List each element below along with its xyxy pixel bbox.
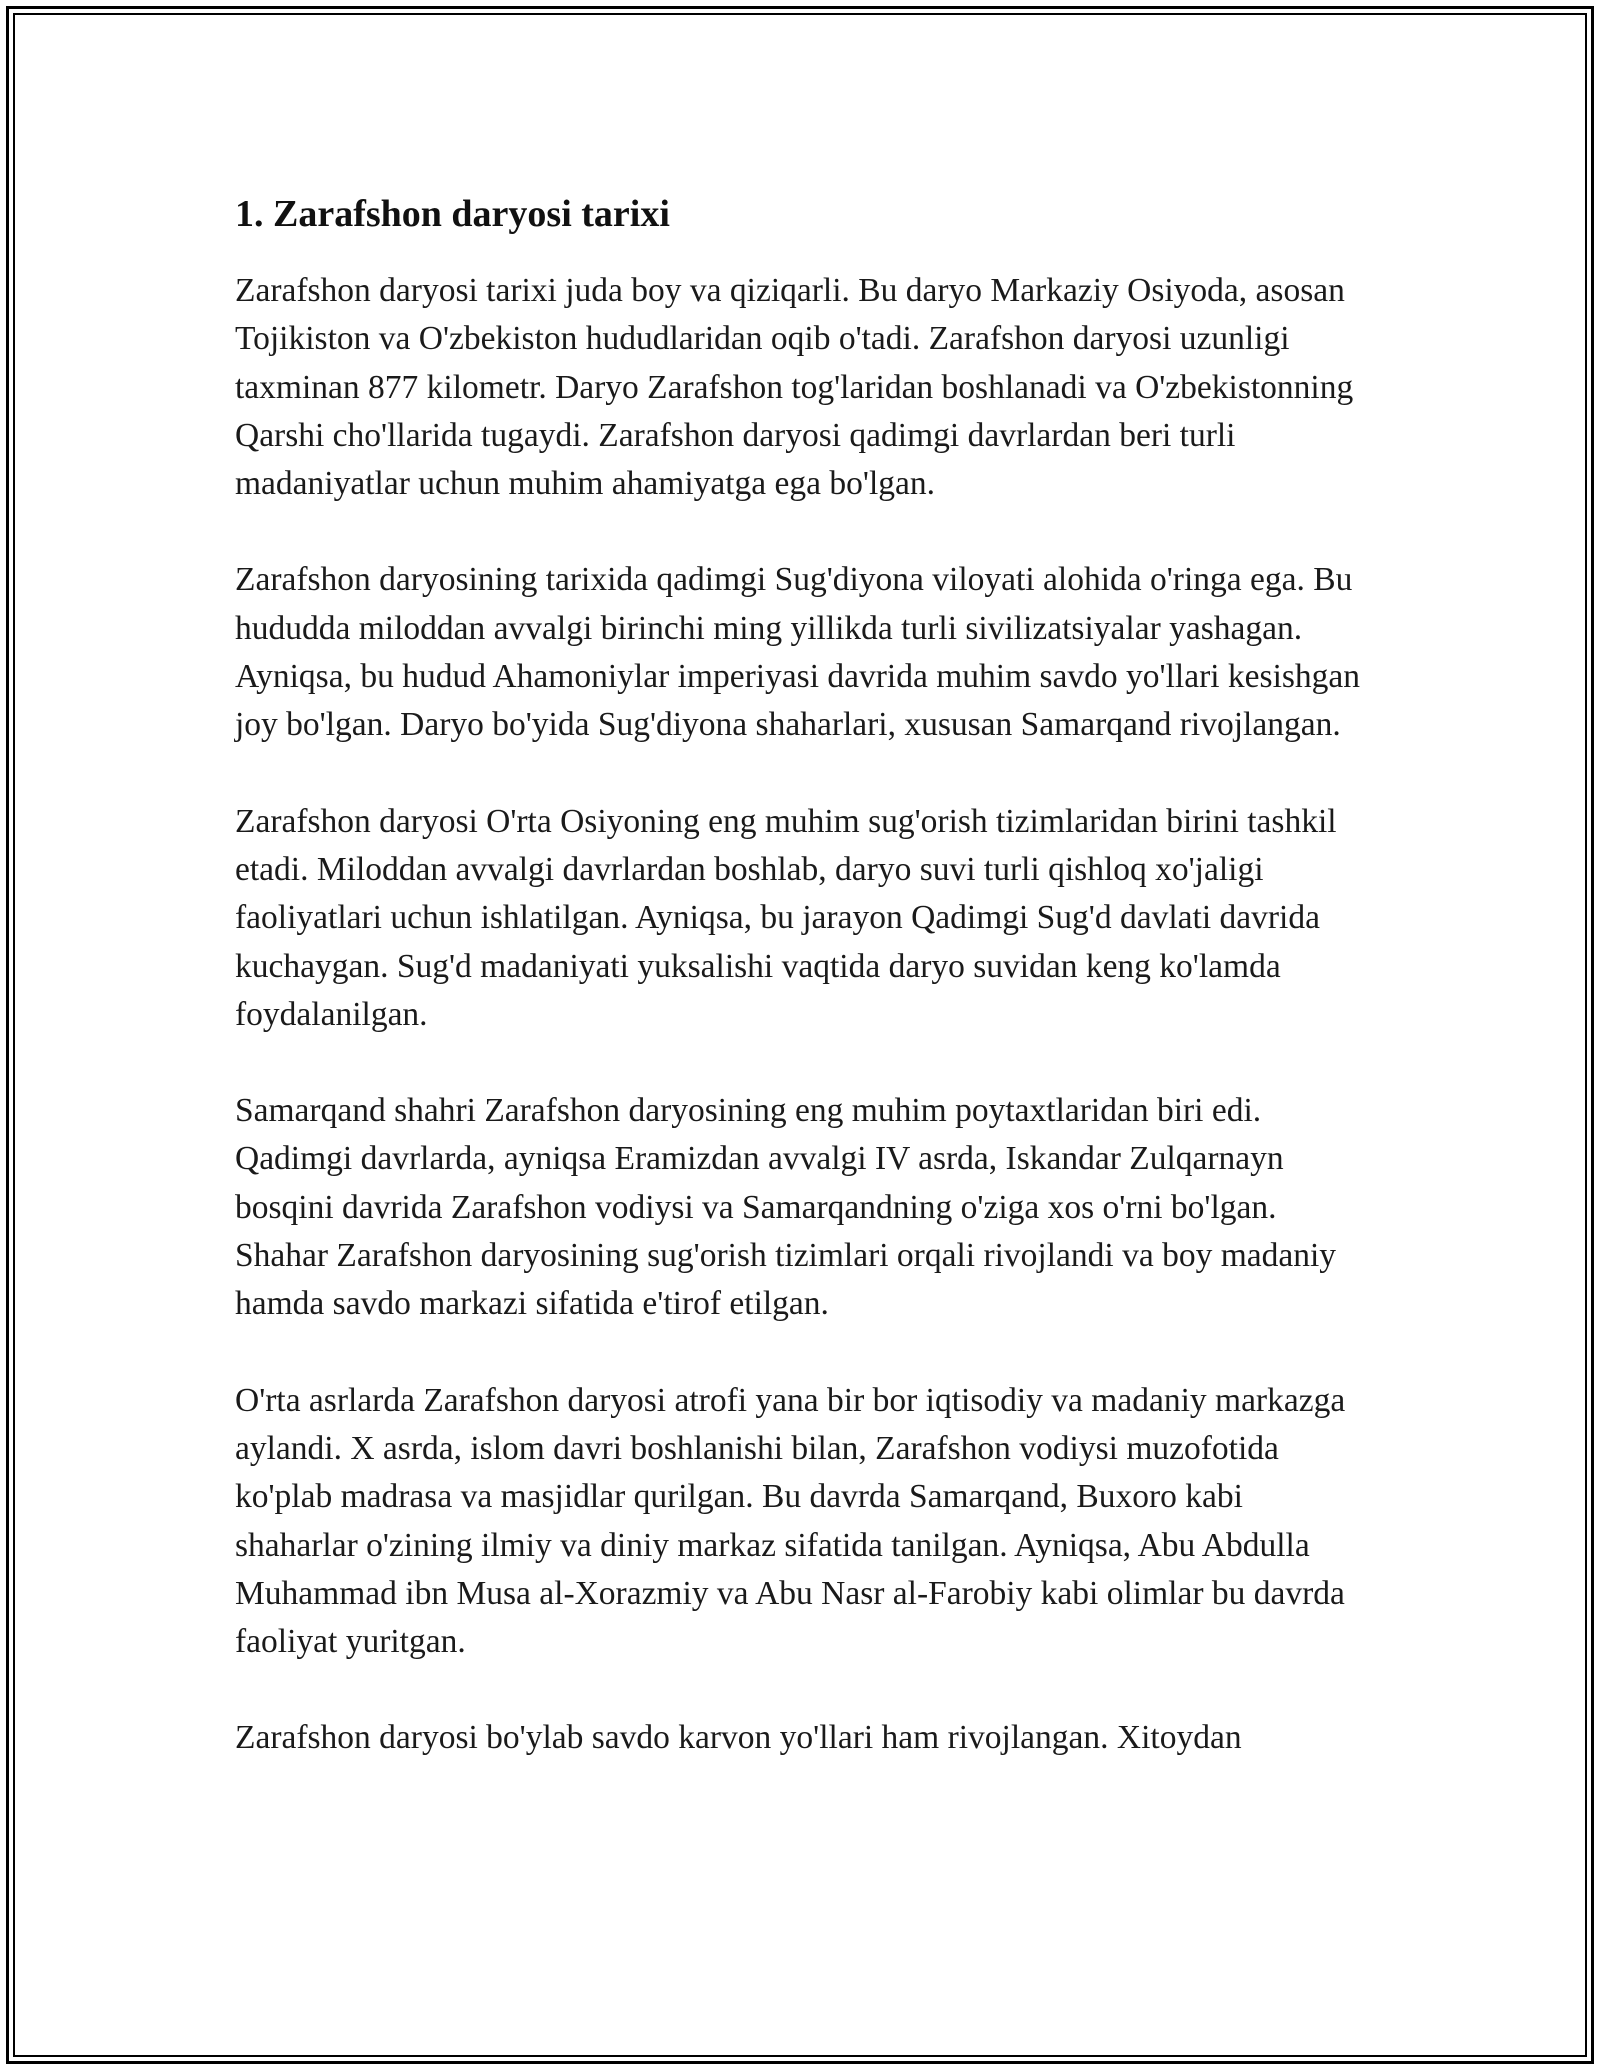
paragraph-trade-routes: Zarafshon daryosi bo'ylab savdo karvon yo'llari ham rivojlangan. Xitoydan [235, 1719, 1242, 1757]
paragraph-sogdiana: Zarafshon daryosining tarixida qadimgi Sug'diyona viloyati alohida o'ringa ega. Bu hududda miloddan avvalgi birinchi ming yillikda turli sivilizatsiyalar yashagan. Ayniqsa, bu hudud Ahamoniylar imperiyasi davrida muhim savdo yo'llari kesishgan joy bo'lgan. Daryo bo'yida Sug'diyona shaharlari, xususan Samarqand rivojlangan. [235, 561, 1361, 744]
paragraph-river-overview: Zarafshon daryosi tarixi juda boy va qiziqarli. Bu daryo Markaziy Osiyoda, asosan Tojikiston va O'zbekiston hududlaridan oqib o'tadi. Zarafshon daryosi uzunligi taxminan 877 kilometr. Daryo Zarafshon tog'laridan boshlanadi va O'zbekistonning Qarshi cho'llarida tugaydi. Zarafshon daryosi qadimgi davrlardan beri turli madaniyatlar uchun muhim ahamiyatga ega bo'lgan. [235, 272, 1354, 503]
document-body [235, 188, 1370, 1811]
paragraph-samarkand: Samarqand shahri Zarafshon daryosining eng muhim poytaxtlaridan biri edi. Qadimgi davrlarda, ayniqsa Eramizdan avvalgi IV asrda, Iskandar Zulqarnayn bosqini davrida Zarafshon vodiysi va Samarqandning o'ziga xos o'rni bo'lgan. Shahar Zarafshon daryosining sug'orish tizimlari orqali rivojlandi va boy madaniy hamda savdo markazi sifatida e'tirof etilgan. [235, 1092, 1337, 1323]
paragraph-middle-ages: O'rta asrlarda Zarafshon daryosi atrofi yana bir bor iqtisodiy va madaniy markazga aylandi. X asrda, islom davri boshlanishi bilan, Zarafshon vodiysi muzofotida ko'plab madrasa va masjidlar qurilgan. Bu davrda Samarqand, Buxoro kabi shaharlar o'zining ilmiy va diniy markaz sifatida tanilgan. Ayniqsa, Abu Abdulla Muhammad ibn Musa al-Xorazmiy va Abu Nasr al-Farobiy kabi olimlar bu davrda faoliyat yuritgan. [235, 1381, 1346, 1661]
section-title: 1. Zarafshon daryosi tarixi [235, 193, 670, 235]
paragraph-irrigation: Zarafshon daryosi O'rta Osiyoning eng muhim sug'orish tizimlaridan birini tashkil etadi. Miloddan avvalgi davrlardan boshlab, daryo suvi turli qishloq xo'jaligi faoliyatlari uchun ishlatilgan. Ayniqsa, bu jarayon Qadimgi Sug'd davlati davrida kuchaygan. Sug'd madaniyati yuksalishi vaqtida daryo suvidan keng ko'lamda foydalanilgan. [235, 802, 1337, 1033]
